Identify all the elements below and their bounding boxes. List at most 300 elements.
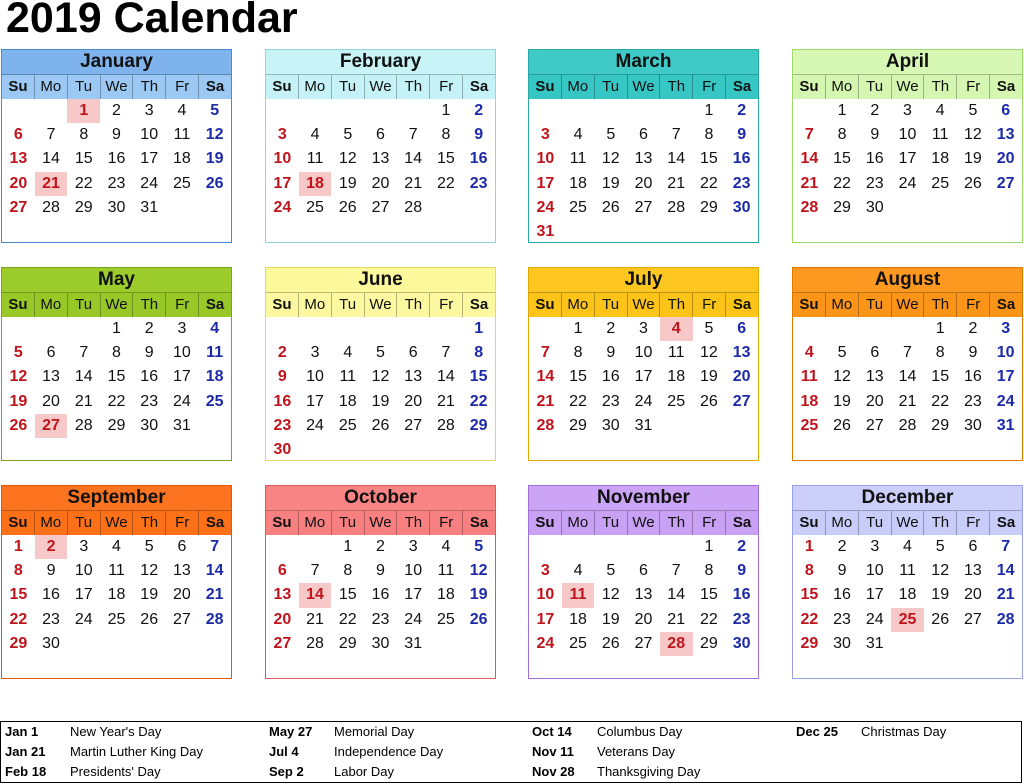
day-cell: 30 <box>107 198 126 216</box>
day-cell: 27 <box>9 198 28 216</box>
day-cell: 17 <box>74 586 93 604</box>
day-cell: 4 <box>573 562 583 580</box>
day-cell: 22 <box>437 174 455 192</box>
day-cell: 24 <box>306 416 324 434</box>
empty-cell <box>430 317 463 341</box>
day-grid <box>266 99 495 220</box>
day-cell: 6 <box>277 562 287 580</box>
weekday-label: Fr <box>693 511 726 535</box>
holiday-legend <box>0 721 1022 783</box>
day-cell: 29 <box>931 416 950 434</box>
day-cell: 30 <box>273 440 292 458</box>
empty-cell <box>660 99 693 123</box>
day-cell: 17 <box>404 586 423 604</box>
empty-cell <box>397 99 430 123</box>
day-cell: 22 <box>74 174 93 192</box>
weekday-label: Fr <box>430 511 463 535</box>
weekday-label: Mo <box>35 75 68 99</box>
day-cell: 3 <box>1001 320 1011 337</box>
day-cell: 1 <box>804 538 814 555</box>
day-cell: 14 <box>898 368 917 386</box>
day-cell: 30 <box>42 634 60 652</box>
day-cell: 29 <box>569 416 587 434</box>
empty-cell <box>35 317 68 341</box>
day-cell: 8 <box>343 562 353 580</box>
day-cell: 2 <box>35 535 68 559</box>
month-name: December <box>793 486 1022 511</box>
holiday-date: Feb 18 <box>5 764 47 779</box>
empty-cell <box>331 317 364 341</box>
day-cell: 14 <box>74 368 93 386</box>
day-cell: 9 <box>968 344 978 362</box>
weekday-header <box>2 75 231 99</box>
day-cell: 12 <box>371 368 390 386</box>
day-cell: 25 <box>891 608 924 632</box>
weekday-label: Su <box>529 75 562 99</box>
day-cell: 9 <box>376 562 385 580</box>
day-cell: 16 <box>469 150 488 168</box>
day-cell: 13 <box>9 150 28 168</box>
day-cell: 20 <box>42 392 60 410</box>
day-cell: 2 <box>112 102 121 119</box>
empty-cell <box>299 99 332 123</box>
weekday-label: We <box>628 75 661 99</box>
day-cell: 24 <box>898 174 917 192</box>
day-cell: 3 <box>540 126 550 144</box>
day-cell: 31 <box>140 198 159 216</box>
day-cell: 24 <box>74 610 93 628</box>
day-cell: 18 <box>667 368 686 386</box>
day-cell: 19 <box>601 610 620 628</box>
day-cell: 22 <box>931 392 950 410</box>
day-cell: 12 <box>469 562 488 580</box>
day-cell: 28 <box>800 198 819 216</box>
empty-cell <box>266 99 299 123</box>
day-cell: 20 <box>634 610 653 628</box>
day-cell: 15 <box>800 586 819 604</box>
day-cell: 28 <box>437 416 455 434</box>
weekday-label: Tu <box>595 75 628 99</box>
day-cell: 19 <box>140 586 159 604</box>
day-cell: 5 <box>837 344 847 362</box>
weekday-header <box>266 293 495 317</box>
month-august <box>792 267 1023 461</box>
weekday-label: Tu <box>332 75 365 99</box>
weekday-label: Tu <box>859 511 892 535</box>
weekday-label: Fr <box>957 293 990 317</box>
empty-cell <box>627 535 660 559</box>
weekday-label: Su <box>266 511 299 535</box>
day-cell: 9 <box>144 344 154 362</box>
day-cell: 13 <box>732 344 751 362</box>
day-cell: 17 <box>536 610 555 628</box>
day-cell: 6 <box>639 126 648 144</box>
day-cell: 10 <box>404 562 423 580</box>
day-cell: 21 <box>996 586 1015 604</box>
day-grid <box>2 317 231 438</box>
weekday-header <box>2 293 231 317</box>
day-cell: 6 <box>376 126 385 144</box>
day-cell: 1 <box>704 538 714 555</box>
weekday-label: Su <box>793 293 826 317</box>
day-cell: 27 <box>732 392 751 410</box>
day-cell: 25 <box>338 416 357 434</box>
day-cell: 17 <box>634 368 653 386</box>
day-cell: 12 <box>338 150 357 168</box>
empty-cell <box>266 317 299 341</box>
day-cell: 17 <box>996 368 1015 386</box>
day-cell: 23 <box>273 416 292 434</box>
day-cell: 19 <box>964 150 982 168</box>
day-cell: 28 <box>74 416 93 434</box>
day-cell: 26 <box>140 610 159 628</box>
day-cell: 31 <box>173 416 191 434</box>
day-cell: 12 <box>700 344 718 362</box>
day-cell: 4 <box>177 102 187 119</box>
day-cell: 15 <box>9 586 28 604</box>
weekday-label: Su <box>266 75 299 99</box>
day-cell: 28 <box>898 416 917 434</box>
weekday-label: Sa <box>205 78 225 95</box>
day-cell: 3 <box>277 126 287 144</box>
day-cell: 19 <box>9 392 28 410</box>
weekday-header <box>793 293 1022 317</box>
weekday-label: Mo <box>826 293 859 317</box>
day-cell: 30 <box>964 416 982 434</box>
day-cell: 1 <box>573 320 583 337</box>
weekday-label: Fr <box>957 511 990 535</box>
day-cell: 30 <box>371 634 390 652</box>
day-cell: 24 <box>273 198 292 216</box>
day-cell: 22 <box>800 610 819 628</box>
day-cell: 7 <box>46 126 56 144</box>
day-cell: 9 <box>837 562 847 580</box>
empty-cell <box>397 317 430 341</box>
day-cell: 7 <box>408 126 418 144</box>
day-cell: 16 <box>42 586 60 604</box>
empty-cell <box>562 99 595 123</box>
day-cell: 9 <box>737 126 747 144</box>
day-cell: 10 <box>996 344 1015 362</box>
day-cell: 29 <box>833 198 851 216</box>
day-cell: 10 <box>273 150 292 168</box>
weekday-label: Mo <box>826 75 859 99</box>
day-grid <box>793 317 1022 438</box>
weekday-label: Tu <box>859 75 892 99</box>
holiday-name: Columbus Day <box>597 724 683 739</box>
day-cell: 28 <box>536 416 555 434</box>
day-cell: 8 <box>474 344 484 362</box>
day-cell: 2 <box>376 538 385 555</box>
month-december <box>792 485 1023 679</box>
day-cell: 27 <box>996 174 1015 192</box>
weekday-label: We <box>101 75 134 99</box>
holiday-name: Independence Day <box>334 744 444 759</box>
month-name: March <box>529 50 758 75</box>
day-cell: 20 <box>404 392 423 410</box>
holiday-name: Memorial Day <box>334 724 415 739</box>
day-cell: 14 <box>205 562 224 580</box>
weekday-label: Su <box>529 293 562 317</box>
day-cell: 11 <box>899 562 916 580</box>
day-cell: 29 <box>9 634 28 652</box>
weekday-label: Tu <box>859 293 892 317</box>
day-grid <box>793 99 1022 220</box>
day-cell: 10 <box>536 150 555 168</box>
day-cell: 24 <box>173 392 191 410</box>
day-cell: 22 <box>569 392 587 410</box>
day-cell: 16 <box>601 368 620 386</box>
month-name: April <box>793 50 1022 75</box>
day-cell: 20 <box>865 392 884 410</box>
day-cell: 8 <box>79 126 89 144</box>
day-cell: 12 <box>205 126 224 144</box>
weekday-label: Sa <box>996 296 1016 313</box>
day-cell: 31 <box>634 416 653 434</box>
day-grid <box>2 99 231 220</box>
day-cell: 25 <box>173 174 191 192</box>
day-cell: 9 <box>474 126 484 144</box>
day-cell: 27 <box>173 610 191 628</box>
month-march <box>528 49 759 243</box>
day-cell: 13 <box>173 562 191 580</box>
holiday-date: Nov 28 <box>532 764 575 779</box>
day-cell: 18 <box>437 586 455 604</box>
day-cell: 23 <box>42 610 60 628</box>
day-cell: 14 <box>800 150 819 168</box>
day-cell: 8 <box>804 562 814 580</box>
day-cell: 26 <box>931 610 950 628</box>
day-cell: 24 <box>404 610 423 628</box>
day-cell: 13 <box>371 150 390 168</box>
holiday-name: New Year's Day <box>70 724 162 739</box>
weekday-label: Tu <box>332 511 365 535</box>
day-cell: 18 <box>569 610 587 628</box>
day-cell: 8 <box>935 344 945 362</box>
day-cell: 30 <box>140 416 159 434</box>
day-cell: 11 <box>569 150 587 168</box>
day-cell: 26 <box>338 198 357 216</box>
weekday-label: Fr <box>430 293 463 317</box>
day-cell: 4 <box>660 317 693 341</box>
empty-cell <box>594 535 627 559</box>
day-cell: 4 <box>343 344 353 362</box>
month-name: June <box>266 268 495 293</box>
day-cell: 23 <box>140 392 159 410</box>
day-cell: 30 <box>865 198 884 216</box>
day-cell: 1 <box>343 538 353 555</box>
empty-cell <box>299 317 332 341</box>
day-cell: 31 <box>536 222 555 240</box>
day-cell: 17 <box>140 150 159 168</box>
weekday-label: Th <box>133 75 166 99</box>
day-cell: 12 <box>601 586 620 604</box>
weekday-label: Th <box>924 511 957 535</box>
weekday-label: We <box>892 293 925 317</box>
day-cell: 21 <box>536 392 555 410</box>
day-cell: 21 <box>404 174 423 192</box>
day-cell: 13 <box>634 150 653 168</box>
empty-cell <box>627 99 660 123</box>
day-cell: 23 <box>601 392 620 410</box>
day-cell: 11 <box>173 126 191 144</box>
weekday-label: We <box>628 511 661 535</box>
day-cell: 13 <box>865 368 884 386</box>
day-cell: 19 <box>371 392 390 410</box>
day-cell: 11 <box>108 562 125 580</box>
empty-cell <box>793 317 826 341</box>
day-cell: 20 <box>732 368 751 386</box>
day-cell: 8 <box>704 126 714 144</box>
month-october <box>265 485 496 679</box>
day-cell: 10 <box>306 368 324 386</box>
day-cell: 10 <box>865 562 884 580</box>
day-grid <box>529 317 758 438</box>
day-grid <box>266 535 495 656</box>
day-cell: 26 <box>964 174 982 192</box>
day-cell: 7 <box>671 562 681 580</box>
day-cell: 18 <box>338 392 357 410</box>
weekday-label: Tu <box>68 75 101 99</box>
day-cell: 1 <box>474 320 484 337</box>
day-cell: 5 <box>606 562 616 580</box>
weekday-label: Th <box>660 293 693 317</box>
weekday-label: Fr <box>693 75 726 99</box>
weekday-label: Su <box>529 511 562 535</box>
day-cell: 14 <box>404 150 423 168</box>
day-cell: 13 <box>996 126 1015 144</box>
day-cell: 18 <box>299 172 332 196</box>
day-cell: 13 <box>404 368 423 386</box>
day-cell: 9 <box>112 126 121 144</box>
day-cell: 5 <box>968 102 978 119</box>
day-cell: 9 <box>277 368 287 386</box>
day-cell: 28 <box>667 198 686 216</box>
empty-cell <box>858 317 891 341</box>
empty-cell <box>35 99 68 123</box>
day-cell: 18 <box>931 150 950 168</box>
day-cell: 11 <box>800 368 818 386</box>
day-cell: 6 <box>408 344 418 362</box>
empty-cell <box>529 99 562 123</box>
day-cell: 16 <box>732 150 751 168</box>
day-cell: 14 <box>299 583 332 607</box>
weekday-label: Sa <box>469 78 489 95</box>
weekday-label: Th <box>397 75 430 99</box>
day-cell: 2 <box>144 320 154 337</box>
month-name: May <box>2 268 231 293</box>
holiday-date: May 27 <box>269 724 313 739</box>
empty-cell <box>793 99 826 123</box>
weekday-label: Sa <box>469 296 489 313</box>
day-cell: 20 <box>964 586 982 604</box>
day-cell: 31 <box>865 634 884 652</box>
day-cell: 18 <box>569 174 587 192</box>
day-cell: 1 <box>441 102 451 119</box>
weekday-label: Th <box>397 511 430 535</box>
day-cell: 23 <box>865 174 884 192</box>
day-cell: 21 <box>898 392 917 410</box>
day-cell: 15 <box>469 368 488 386</box>
holiday-date: Sep 2 <box>269 764 304 779</box>
page-title: 2019 Calendar <box>6 0 298 42</box>
day-cell: 1 <box>704 102 714 119</box>
empty-cell <box>331 99 364 123</box>
empty-cell <box>660 535 693 559</box>
day-cell: 27 <box>634 634 653 652</box>
day-cell: 10 <box>898 126 917 144</box>
day-cell: 3 <box>540 562 550 580</box>
day-cell: 27 <box>865 416 884 434</box>
day-cell: 15 <box>833 150 851 168</box>
day-cell: 15 <box>700 150 718 168</box>
day-cell: 24 <box>634 392 653 410</box>
holiday-name: Martin Luther King Day <box>70 744 203 759</box>
day-cell: 14 <box>667 150 686 168</box>
day-cell: 27 <box>634 198 653 216</box>
holiday-date: Dec 25 <box>796 724 838 739</box>
weekday-label: Su <box>266 293 299 317</box>
day-cell: 28 <box>996 610 1015 628</box>
holiday-date: Nov 11 <box>532 744 574 759</box>
day-cell: 19 <box>601 174 620 192</box>
month-name: November <box>529 486 758 511</box>
day-cell: 25 <box>800 416 819 434</box>
day-cell: 28 <box>205 610 224 628</box>
day-cell: 10 <box>173 344 191 362</box>
day-cell: 6 <box>870 344 880 362</box>
day-cell: 31 <box>404 634 423 652</box>
day-cell: 17 <box>865 586 884 604</box>
day-cell: 5 <box>144 538 154 555</box>
day-cell: 24 <box>536 634 555 652</box>
day-cell: 7 <box>79 344 89 362</box>
day-cell: 3 <box>144 102 154 119</box>
day-cell: 11 <box>306 150 324 168</box>
holiday-name: Christmas Day <box>861 724 947 739</box>
day-cell: 16 <box>371 586 390 604</box>
day-grid <box>529 535 758 656</box>
day-cell: 15 <box>74 150 93 168</box>
day-cell: 19 <box>205 150 224 168</box>
day-cell: 1 <box>935 320 945 337</box>
empty-cell <box>594 99 627 123</box>
day-cell: 8 <box>112 344 121 362</box>
day-cell: 6 <box>1001 102 1011 119</box>
day-cell: 29 <box>338 634 357 652</box>
day-cell: 18 <box>205 368 224 386</box>
empty-cell <box>2 317 35 341</box>
day-cell: 2 <box>606 320 616 337</box>
day-cell: 22 <box>700 610 718 628</box>
weekday-label: Mo <box>299 511 332 535</box>
day-cell: 5 <box>704 320 714 337</box>
weekday-label: Fr <box>166 293 199 317</box>
day-cell: 7 <box>1001 538 1011 555</box>
day-cell: 28 <box>660 632 693 656</box>
day-cell: 16 <box>833 586 851 604</box>
weekday-label: We <box>101 511 134 535</box>
day-cell: 26 <box>469 610 488 628</box>
day-cell: 22 <box>107 392 126 410</box>
day-cell: 27 <box>35 414 68 438</box>
empty-cell <box>2 99 35 123</box>
day-cell: 29 <box>800 634 819 652</box>
day-cell: 4 <box>903 538 912 555</box>
day-cell: 22 <box>338 610 357 628</box>
weekday-label: We <box>365 75 398 99</box>
day-cell: 5 <box>376 344 385 362</box>
